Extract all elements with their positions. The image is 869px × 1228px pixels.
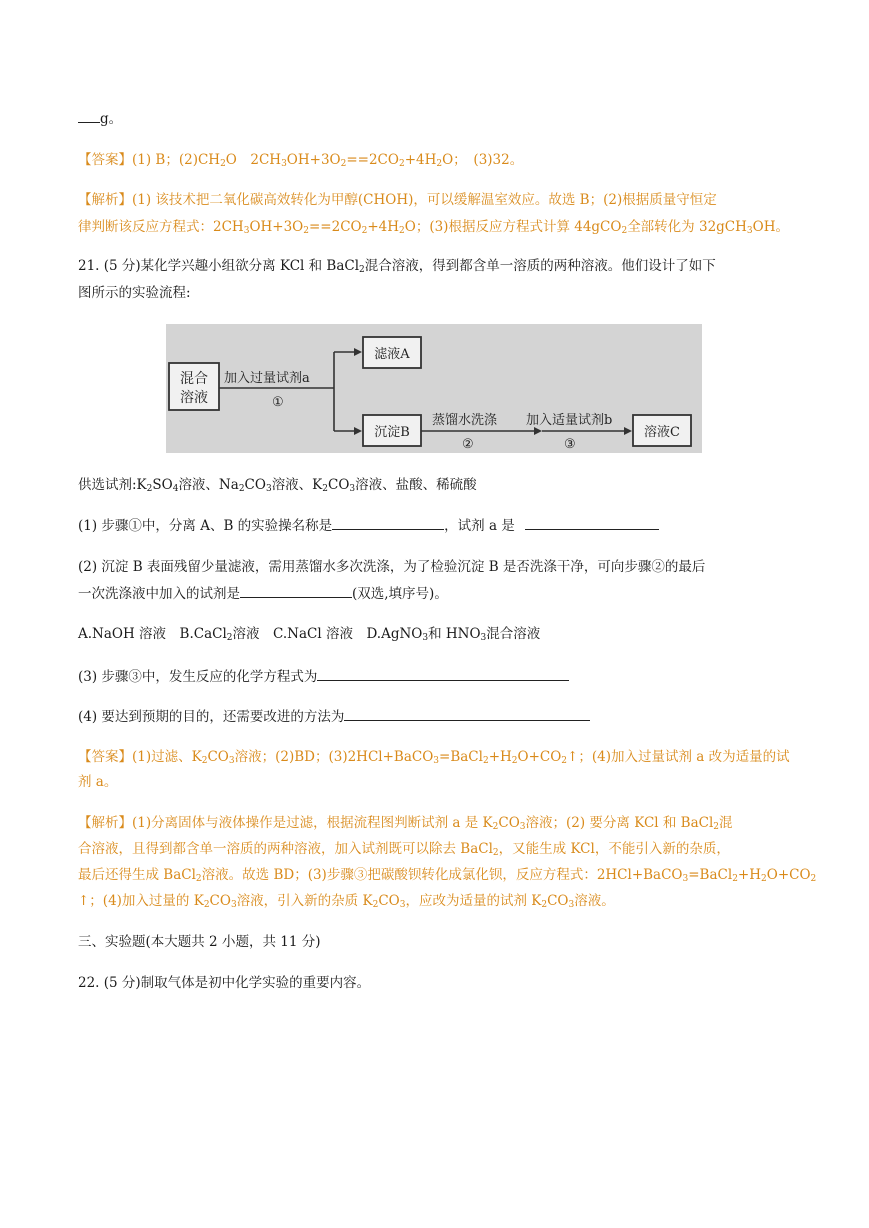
answer-blank[interactable]: [240, 583, 352, 598]
answer-text: O； (3)32。: [442, 152, 524, 168]
subscript: 2: [303, 226, 309, 236]
subscript: 2: [541, 900, 548, 910]
q22-stem: [78, 973, 793, 993]
answer-text: (1)过滤、K: [132, 749, 202, 765]
analysis-text: CO: [378, 893, 400, 909]
subscript: 2: [482, 756, 489, 766]
question-text: (1) 步骤①中，分离 A、B 的实验操名称是: [78, 518, 333, 534]
q21-options: [78, 624, 793, 644]
subscript: 3: [230, 900, 237, 910]
answer-blank[interactable]: [525, 515, 659, 530]
add-reagent-a-label: 加入过量试剂a: [224, 371, 310, 386]
answer-text: ↑；(4)加入过量试剂 a 改为适量的试: [567, 749, 790, 765]
subscript: 3: [399, 900, 406, 910]
subscript: 2: [146, 484, 153, 494]
q21-stem-line-1: [78, 256, 793, 276]
subscript: 3: [422, 633, 429, 643]
subscript: 3: [519, 822, 526, 832]
subscript: 2: [361, 226, 368, 236]
previous-question-blank-line: [78, 108, 793, 129]
subscript: 3: [433, 756, 440, 766]
analysis-text: 混: [719, 815, 733, 831]
subscript: 3: [480, 633, 487, 643]
answer-text: 溶液；(2)BD；(3)2HCl+BaCO: [234, 749, 434, 765]
wash-label: 蒸馏水洗涤: [432, 413, 498, 428]
subscript: 2: [761, 874, 767, 884]
subscript: 2: [561, 756, 568, 766]
q21-answer-line-1: [78, 747, 793, 767]
subscript: 2: [226, 633, 233, 643]
reagent-text: CO: [244, 477, 266, 493]
q21-sub-2-line-2: [78, 583, 793, 604]
solution-c-label: 溶液C: [644, 425, 680, 440]
experiment-flow-diagram: [166, 324, 702, 453]
q21-analysis-line-4: [78, 891, 793, 911]
subscript: 2: [398, 159, 405, 169]
analysis-text: CO: [498, 815, 520, 831]
q21-answer-line-2: [78, 772, 793, 792]
question-text: ，试剂 a 是: [444, 518, 515, 534]
analysis-text: 溶液；(2) 要分离 KCl 和 BaCl: [525, 815, 714, 831]
q21-analysis-line-2: [78, 839, 793, 859]
q21-sub-3: [78, 666, 793, 687]
option-text: 溶液 C.NaCl 溶液 D.AgNO: [232, 626, 423, 642]
subscript: 2: [203, 900, 210, 910]
analysis-text: ↑；(4)加入过量的 K: [78, 893, 204, 909]
subscript: 3: [265, 484, 272, 494]
question-text: (3) 步骤③中，发生反应的化学方程式为: [78, 669, 318, 685]
q21-sub-1: [78, 515, 793, 536]
flow-diagram-svg: [166, 324, 702, 453]
analysis-text: +4H: [367, 219, 400, 235]
subscript: 2: [322, 484, 329, 494]
subscript: 2: [359, 265, 365, 275]
answer-tag: 【答案】: [78, 749, 132, 765]
step-3-label: ③: [564, 437, 576, 452]
question-text: (4) 要达到预期的目的，还需要改进的方法为: [78, 709, 345, 725]
section-heading-text: 三、实验题(本大题共 2 小题，共 11 分): [78, 934, 321, 950]
subscript: 2: [399, 226, 405, 236]
subscript: 2: [732, 874, 738, 884]
step-1-label: ①: [272, 395, 284, 410]
reagent-text: CO: [328, 477, 350, 493]
answer-blank[interactable]: [344, 706, 590, 721]
analysis-text: +H: [737, 867, 762, 883]
filtrate-a-label: 滤液A: [374, 347, 410, 362]
subscript: 3: [568, 900, 575, 910]
subscript: 2: [340, 159, 347, 169]
answer-text: +H: [488, 749, 512, 765]
analysis-text: CO: [547, 893, 569, 909]
analysis-text: ，又能生成 KCl，不能引入新的杂质，: [498, 841, 730, 857]
answer-blank[interactable]: [332, 515, 444, 530]
answer-text: (1) B；(2)CH: [132, 152, 221, 168]
mixed-solution-label-1: 混合: [180, 371, 208, 387]
reagent-text: 溶液、K: [271, 477, 323, 493]
analysis-text: CO: [209, 893, 231, 909]
analysis-text: 溶液。: [574, 893, 615, 909]
q20-answer: [78, 150, 793, 170]
q21-analysis-line-3: [78, 865, 817, 885]
question-text: 22. (5 分)制取气体是初中化学实验的重要内容。: [78, 975, 371, 991]
subscript: 2: [238, 484, 245, 494]
analysis-text: =BaCl: [688, 867, 733, 883]
answer-text: 剂 a。: [78, 774, 118, 790]
subscript: 2: [201, 756, 208, 766]
answer-tag: 【答案】: [78, 152, 132, 168]
q20-analysis-line-2: [78, 217, 793, 237]
analysis-text: 最后还得生成 BaCl: [78, 867, 196, 883]
analysis-text: O；(3)根据反应方程式计算 44gCO: [404, 219, 622, 235]
analysis-text: 合溶液，且得到都含单一溶质的两种溶液，加入试剂既可以除去 BaCl: [78, 841, 493, 857]
reagent-text: 溶液、盐酸、稀硫酸: [355, 477, 477, 493]
analysis-text: 律判断该反应方程式：2CH: [78, 219, 244, 235]
subscript: 2: [511, 756, 518, 766]
subscript: 3: [682, 874, 689, 884]
question-text: (2) 沉淀 B 表面残留少量滤液，需用蒸馏水多次洗涤，为了检验沉淀 B 是否洗涤干净，可向步骤②的最后: [78, 559, 706, 575]
analysis-text: ==2CO: [308, 219, 362, 235]
reagent-text: SO: [152, 477, 173, 493]
unit-text: g。: [100, 111, 123, 127]
analysis-text: 全部转化为 32gCH: [627, 219, 747, 235]
subscript: 2: [713, 822, 720, 832]
step-2-label: ②: [462, 437, 474, 452]
section-3-heading: [78, 932, 793, 952]
subscript: 2: [436, 159, 443, 169]
subscript: 3: [228, 756, 235, 766]
reagent-text: 溶液、Na: [178, 477, 239, 493]
option-text: A.NaOH 溶液 B.CaCl: [78, 626, 227, 642]
subscript: 4: [172, 484, 179, 494]
add-reagent-b-label: 加入适量试剂b: [526, 413, 613, 428]
analysis-tag: 【解析】: [78, 192, 132, 208]
subscript: 2: [220, 159, 226, 169]
analysis-text: 溶液。故选 BD；(3)步骤③把碳酸钡转化成氯化钡，反应方程式：2HCl+BaCO: [201, 867, 683, 883]
subscript: 2: [621, 226, 628, 236]
subscript: 3: [243, 226, 250, 236]
answer-text: =BaCl: [439, 749, 483, 765]
answer-text: ==2CO: [346, 152, 399, 168]
answer-text: O 2CH: [225, 152, 282, 168]
question-text: 混合溶液，得到都含单一溶质的两种溶液。他们设计了如下: [364, 258, 716, 274]
question-text: (双选,填序号)。: [352, 586, 448, 602]
analysis-text: OH+3O: [249, 219, 304, 235]
q20-analysis-line-1: [78, 190, 793, 210]
subscript: 2: [195, 874, 202, 884]
question-text: 21. (5 分)某化学兴趣小组欲分离 KCl 和 BaCl: [78, 258, 360, 274]
reagent-text: 供选试剂:K: [78, 477, 147, 493]
subscript: 3: [746, 226, 753, 236]
answer-text: O+CO: [517, 749, 562, 765]
subscript: 2: [492, 848, 499, 858]
analysis-tag: 【解析】: [78, 815, 132, 831]
answer-text: OH+3O: [286, 152, 341, 168]
subscript: 3: [349, 484, 356, 494]
available-reagents: [78, 475, 793, 495]
subscript: 2: [372, 900, 379, 910]
answer-blank: [78, 108, 100, 123]
option-text: 和 HNO: [428, 626, 481, 642]
subscript: 2: [810, 874, 817, 884]
analysis-text: (1) 该技术把二氧化碳高效转化为甲醇(CHOH)，可以缓解温室效应。故选 B；(2)根据质量守恒定: [132, 192, 717, 208]
analysis-text: OH。: [752, 219, 789, 235]
analysis-text: O+CO: [766, 867, 811, 883]
precipitate-b-label: 沉淀B: [374, 425, 410, 440]
answer-text: CO: [207, 749, 229, 765]
answer-blank[interactable]: [317, 666, 569, 681]
analysis-text: 溶液，引入新的杂质 K: [236, 893, 373, 909]
option-text: 混合溶液: [486, 626, 541, 642]
question-text: 图所示的实验流程:: [78, 285, 191, 301]
q21-stem-line-2: [78, 283, 793, 303]
analysis-text: ，应改为适量的试剂 K: [405, 893, 542, 909]
subscript: 2: [492, 822, 499, 832]
analysis-text: (1)分离固体与液体操作是过滤，根据流程图判断试剂 a 是 K: [132, 815, 493, 831]
q21-sub-2-line-1: [78, 557, 793, 577]
q21-analysis-line-1: [78, 813, 793, 833]
q21-sub-4: [78, 706, 793, 727]
subscript: 3: [281, 159, 287, 169]
question-text: 一次洗涤液中加入的试剂是: [78, 586, 240, 602]
answer-text: +4H: [404, 152, 437, 168]
mixed-solution-label-2: 溶液: [180, 390, 208, 406]
